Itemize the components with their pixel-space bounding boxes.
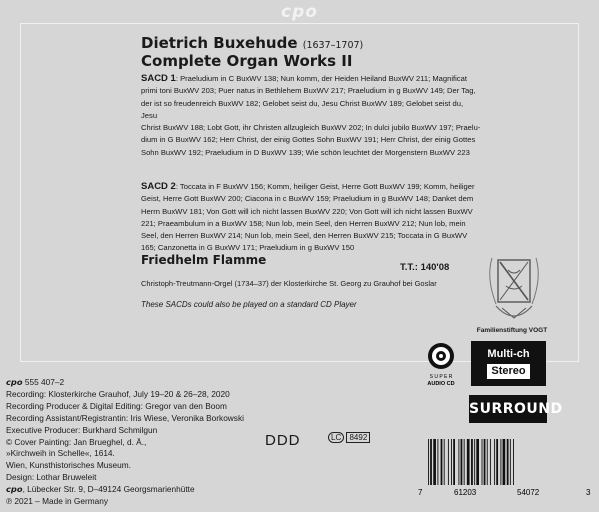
tracklist-line: Sohn BuxWV 192; Praeludium in D BuxWV 139; Wie schön leuchtet der Morgenstern BuxWV 223 — [141, 147, 470, 157]
tracklist-line: : Praeludium in C BuxWV 138; Nun komm, der Heiden Heiland BuxWV 211; Magnificat — [175, 74, 467, 83]
barcode-digit: 61203 — [454, 488, 477, 497]
credit-line: Recording Producer & Digital Editing: Gregor van den Boom — [6, 400, 227, 411]
barcode-bar — [500, 439, 501, 485]
sacd2-tracklist — [141, 181, 481, 255]
barcode-bar — [476, 439, 479, 485]
stereo-label: Stereo — [487, 364, 529, 379]
barcode — [414, 437, 594, 497]
family-crest-icon — [478, 256, 550, 328]
copyright-line: ℗ 2021 – Made in Germany — [6, 496, 109, 507]
barcode-bar — [510, 439, 511, 485]
barcode-bar — [507, 439, 509, 485]
barcode-digit: 3 — [586, 488, 591, 497]
credit-line: Recording: Klosterkirche Grauhof, July 19–20 & 26–28, 2020 — [6, 388, 230, 399]
label-code — [328, 433, 370, 442]
barcode-digit: 54072 — [517, 488, 540, 497]
barcode-bar — [503, 439, 506, 485]
tracklist-line: Geist, Herre Gott BuxWV 200; Ciacona in c BuxWV 159; Praeludium in g BuxWV 148; Danket dem — [141, 194, 474, 204]
tracklist-line: 221; Praeambulum in a BuxWV 158; Nun lob, mein Seel, den Herren BuxWV 212; Nun lob, mein — [141, 218, 466, 228]
barcode-bar — [496, 439, 498, 485]
barcode-bar — [453, 439, 455, 485]
composer-name: Dietrich Buxehude — [141, 34, 298, 52]
tracklist-line: dium in G BuxWV 162; Herr Christ, der einig Gottes Sohn BuxWV 191; Herr Christ, der einig Gottes — [141, 135, 476, 145]
barcode-bar — [437, 439, 438, 485]
barcode-bar — [482, 439, 483, 485]
credit-line: »Kirchweih in Schelle«, 1614. — [6, 448, 115, 459]
barcode-bars — [428, 439, 514, 485]
tracklist-line: der ist so freudenreich BuxWV 182; Gelobet seist du, Jesu Christ BuxWV 189; Gelobet seist du, Jesu — [141, 98, 464, 120]
cpo-logo-small: cpo — [6, 377, 23, 387]
lc-prefix: LC — [328, 432, 344, 443]
barcode-bar — [513, 439, 514, 485]
barcode-bar — [464, 439, 465, 485]
barcode-bar — [484, 439, 486, 485]
composer-heading — [141, 34, 363, 52]
barcode-bar — [430, 439, 432, 485]
tracklist-line: : Toccata in F BuxWV 156; Komm, heiliger Geist, Herre Gott BuxWV 199; Komm, heiliger — [175, 182, 475, 191]
composer-dates: (1637–1707) — [302, 40, 364, 51]
tracklist-line: Seel, den Herren BuxWV 214; Nun lob, mein Seel, den Herren BuxWV 215; Toccata in G BuxWV — [141, 231, 468, 241]
cd-compatibility-note: These SACDs could also be played on a standard CD Player — [141, 300, 357, 309]
sacd-logo-text-1: S U P E R — [429, 374, 453, 380]
barcode-bar — [441, 439, 443, 485]
credit-line: Wien, Kunsthistorisches Museum. — [6, 460, 131, 471]
sacd1-tracklist — [141, 73, 481, 159]
ddd-code: DDD — [265, 432, 301, 449]
sacd1-label: SACD 1 — [141, 73, 176, 84]
barcode-bar — [444, 439, 445, 485]
barcode-bar — [458, 439, 459, 485]
tracklist-line: 165; Canzonetta in G BuxWV 171; Praeludium in g BuxWV 150 — [141, 243, 355, 253]
organ-info: Christoph-Treutmann-Orgel (1734–37) der Klosterkirche St. Georg zu Grauhof bei Goslar — [141, 279, 437, 288]
barcode-bar — [487, 439, 488, 485]
barcode-bar — [461, 439, 463, 485]
multichannel-badge — [471, 341, 546, 386]
barcode-bar — [471, 439, 473, 485]
barcode-bar — [494, 439, 495, 485]
credit-line: Executive Producer: Burkhard Schmilgun — [6, 424, 158, 435]
super-audio-cd-logo — [421, 341, 461, 391]
tracklist-line: Herrn BuxWV 181; Von Gott will ich nicht lassen BuxWV 220; Von Gott will ich nicht lassen BuxWV — [141, 206, 473, 216]
performer-name: Friedhelm Flamme — [141, 253, 267, 267]
barcode-digit: 7 — [418, 488, 423, 497]
cpo-logo-top: cpo — [281, 2, 318, 22]
tracklist-line: primi toni BuxWV 203; Puer natus in Bethlehem BuxWV 217; Praeludium in g BuxWV 149; Der Tag, — [141, 86, 476, 96]
cpo-logo-small: cpo — [6, 484, 23, 495]
lc-number: 8492 — [346, 432, 370, 443]
barcode-bar — [467, 439, 470, 485]
album-title: Complete Organ Works II — [141, 52, 353, 70]
label-address: cpo, Lübecker Str. 9, D–49124 Georgsmarienhütte — [6, 484, 195, 495]
credit-line: © Cover Painting: Jan Brueghel, d. Ä., — [6, 436, 147, 447]
credit-line: Design: Lothar Bruweleit — [6, 472, 97, 483]
barcode-bar — [448, 439, 449, 485]
barcode-bar — [451, 439, 452, 485]
barcode-bar — [428, 439, 429, 485]
multich-label: Multi-ch — [487, 348, 530, 360]
catalog-number: cpo 555 407–2 — [6, 377, 65, 387]
total-time: T.T.: 140'08 — [400, 262, 450, 273]
barcode-bar — [474, 439, 475, 485]
surround-badge: SURROUND — [469, 395, 547, 423]
barcode-bar — [433, 439, 436, 485]
foundation-name: Familienstiftung VOGT — [476, 327, 548, 334]
barcode-bar — [490, 439, 491, 485]
tracklist-line: Christ BuxWV 188; Lobt Gott, ihr Christen allzugleich BuxWV 202; In dulci jubilo BuxWV 197; Praelu- — [141, 123, 481, 133]
sacd2-label: SACD 2 — [141, 181, 176, 192]
sacd-logo-text-2: AUDIO CD — [427, 381, 455, 387]
credit-line: Recording Assistant/Registrantin: Iris Wiese, Veronika Borkowski — [6, 412, 244, 423]
